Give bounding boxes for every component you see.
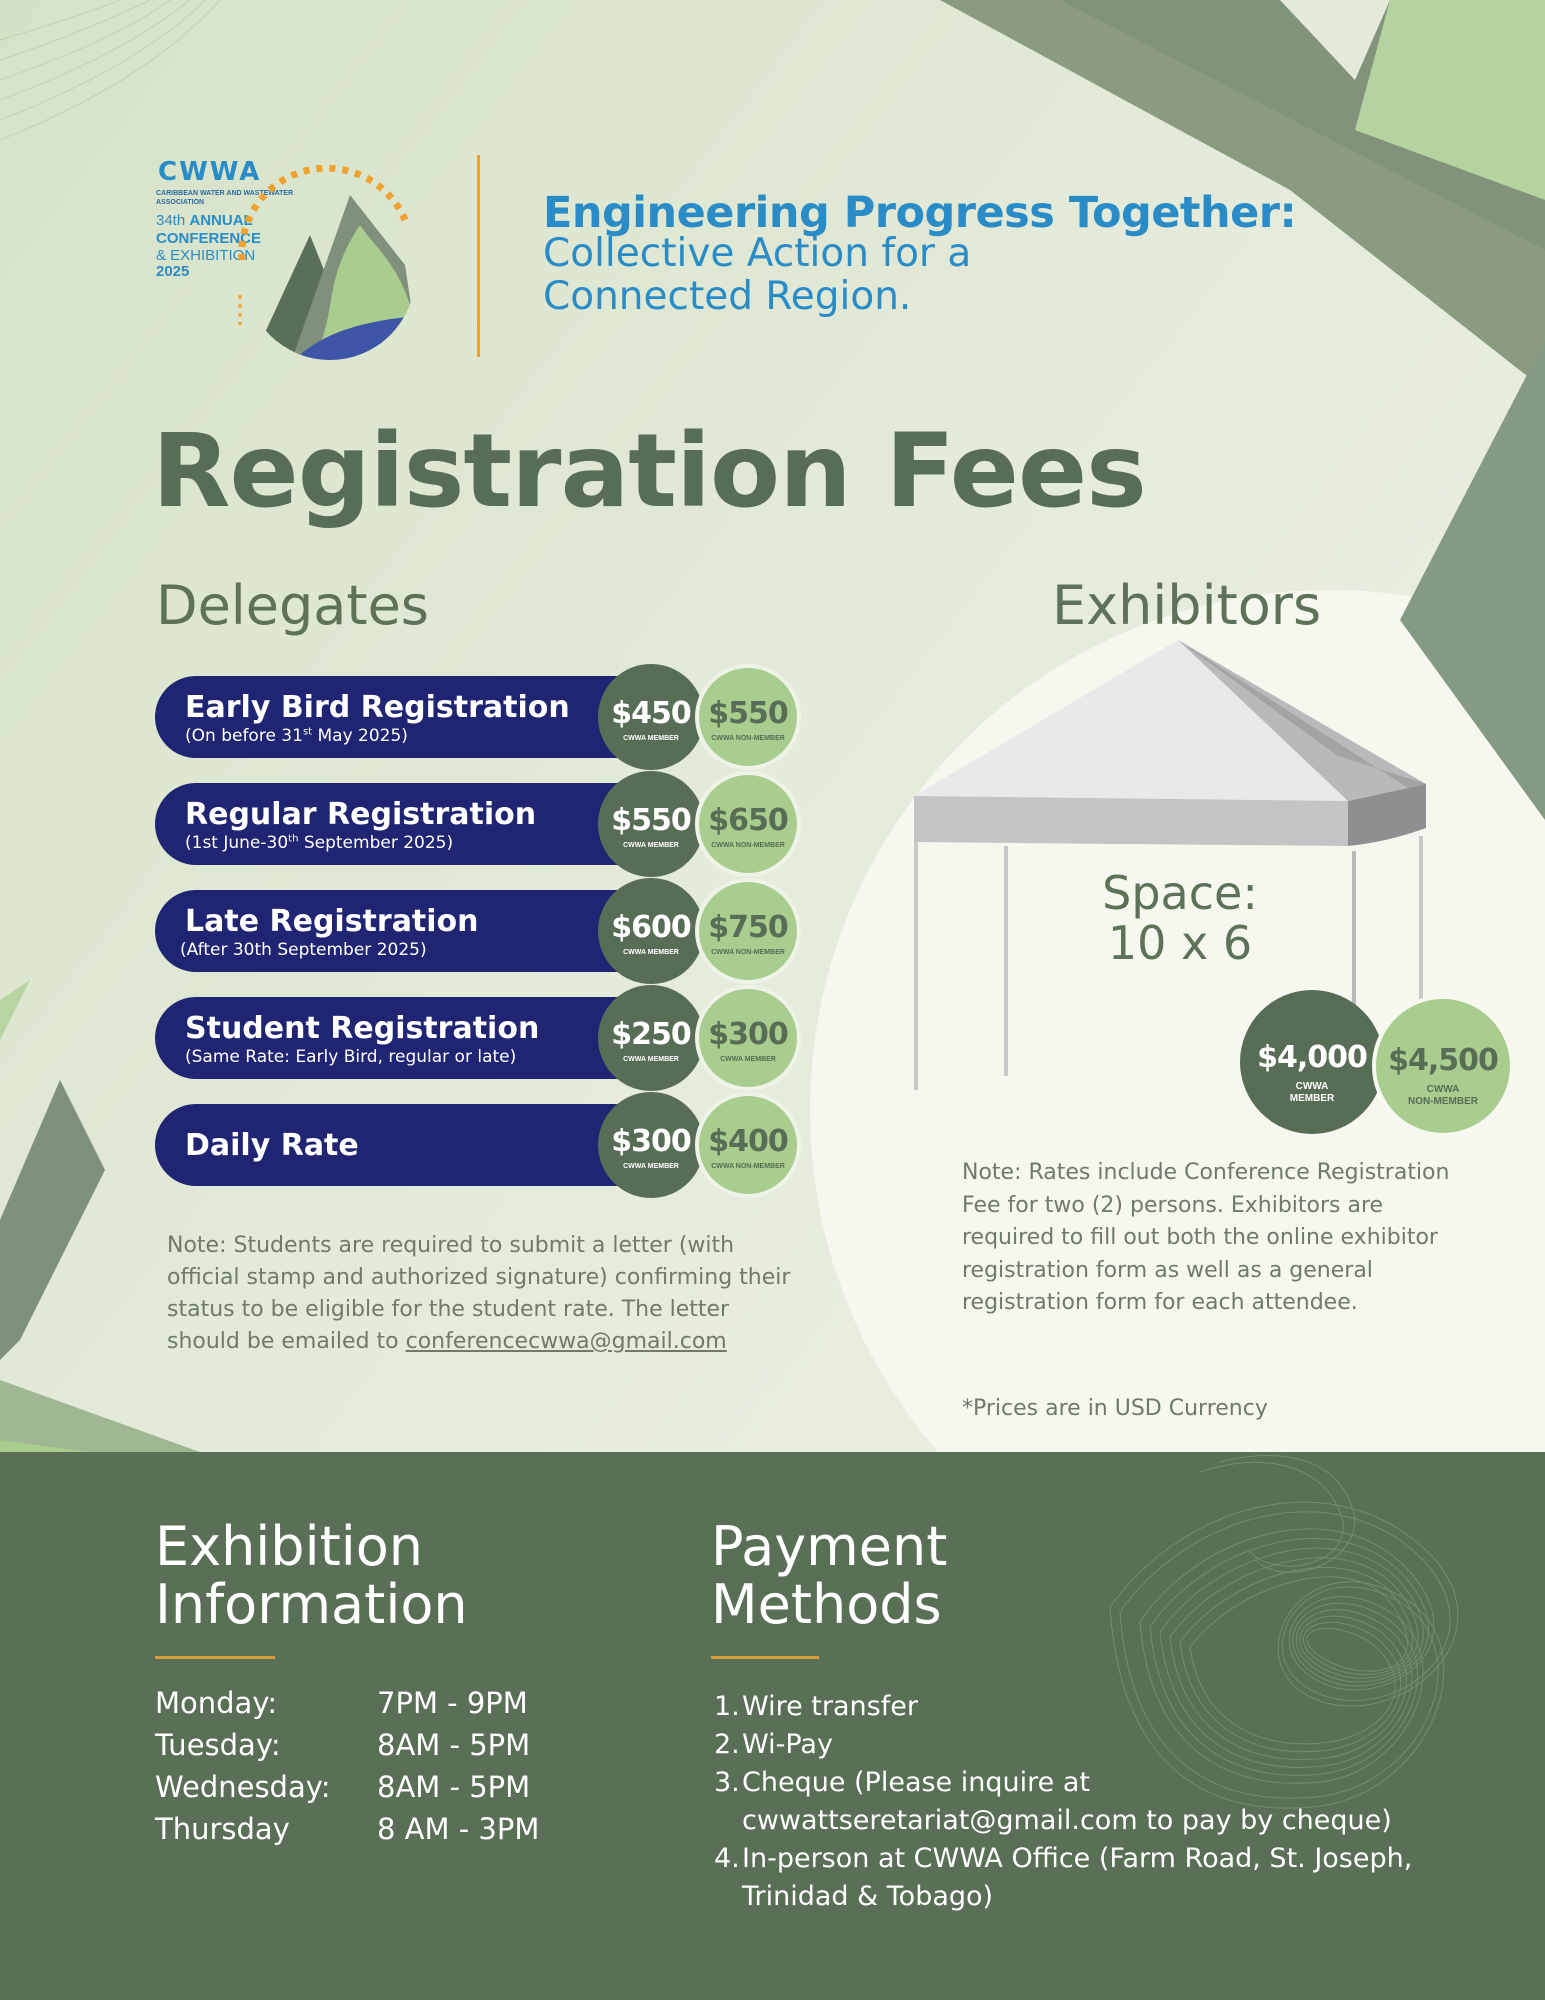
heading-underline [155,1656,275,1659]
nonmember-price-badge: $750 CWWA NON-MEMBER [695,878,801,984]
exhibitor-member-price-badge: $4,000 CWWA MEMBER [1240,990,1384,1134]
logo-line-1: 34th ANNUAL [156,212,253,229]
exhibition-schedule [155,1682,539,1850]
space-size: Space: 10 x 6 [1102,866,1258,970]
student-note: Note: Students are required to submit a letter (with official stamp and authorized signature) confirming their status to be eligible for the student rate. The letter should be emailed to conferencecwwa@gmail.com [167,1233,791,1354]
exhibition-info-heading: Exhibition Information [155,1515,468,1636]
schedule-row: Monday: 7PM - 9PM [155,1686,528,1720]
member-price-badge: $450 CWWA MEMBER [598,664,704,770]
currency-note: *Prices are in USD Currency [962,1396,1268,1421]
payment-methods-heading: Payment Methods [711,1515,948,1636]
page-title: Registration Fees [152,412,1146,531]
logo-line-3: & EXHIBITION [156,247,256,264]
header-divider [477,155,480,357]
logo-association: CARIBBEAN WATER AND WASTEWATER ASSOCIATION [156,190,294,206]
fee-dates: (On before 31st May 2025) [185,726,408,746]
nonmember-price-badge: $550 CWWA NON-MEMBER [695,664,801,770]
list-item: 4. In-person at CWWA Office (Farm Road, St. Joseph, Trinidad & Tobago) [714,1843,1413,1912]
schedule-row: Wednesday: 8AM - 5PM [155,1770,531,1804]
member-price-badge: $550 CWWA MEMBER [598,771,704,877]
member-price-badge: $250 CWWA MEMBER [598,985,704,1091]
logo-wordmark: CWWA [158,157,262,187]
fee-name: Early Bird Registration [185,690,570,725]
member-price-badge: $600 CWWA MEMBER [598,878,704,984]
fee-name: Late Registration [185,904,479,939]
fee-pill-daily [155,1104,625,1186]
fee-name: Student Registration [185,1011,540,1046]
nonmember-price-badge: $400 CWWA NON-MEMBER [695,1092,801,1198]
fee-dates: (1st June-30th September 2025) [185,833,454,853]
contact-email-link[interactable]: conferencecwwa@gmail.com [405,1329,727,1354]
fee-pill-student [155,997,625,1079]
exhibitor-note: Note: Rates include Conference Registration Fee for two (2) persons. Exhibitors are required to fill out both the online exhibitor registration form as well as a general registration form for each attendee. [962,1160,1450,1315]
nonmember-price-badge: $650 CWWA NON-MEMBER [695,771,801,877]
schedule-row: Thursday 8 AM - 3PM [155,1812,540,1846]
heading-underline [711,1656,819,1659]
logo-line-2: CONFERENCE [156,230,262,247]
nonmember-price-badge: $300 CWWA MEMBER [695,985,801,1091]
tagline-subtitle: Collective Action for a Connected Region. [543,231,972,319]
fee-name: Regular Registration [185,797,537,832]
exhibitor-nonmember-price-badge: $4,500 CWWA NON-MEMBER [1372,995,1514,1137]
schedule-row: Tuesday: 8AM - 5PM [155,1728,531,1762]
member-price-badge: $300 CWWA MEMBER [598,1092,704,1198]
list-item: 2. Wi-Pay [714,1729,833,1760]
fee-pill-regular [155,783,625,865]
fee-name: Daily Rate [185,1128,359,1163]
logo-line-4: 2025 [156,263,190,280]
payment-methods-list [714,1688,1480,1916]
list-item: 3. Cheque (Please inquire at cwwattseretariat@gmail.com to pay by cheque) [714,1767,1392,1836]
list-item: 1. Wire transfer [714,1691,918,1722]
fee-dates: (After 30th September 2025) [180,940,427,960]
tagline-headline: Engineering Progress Together: [543,188,1297,238]
fee-dates: (Same Rate: Early Bird, regular or late) [185,1047,517,1067]
mountain-logo-icon [230,165,420,365]
fee-pill-early-bird [155,676,625,758]
fee-pill-late [155,890,625,972]
delegates-heading: Delegates [156,574,429,637]
exhibitors-heading: Exhibitors [1052,574,1322,637]
